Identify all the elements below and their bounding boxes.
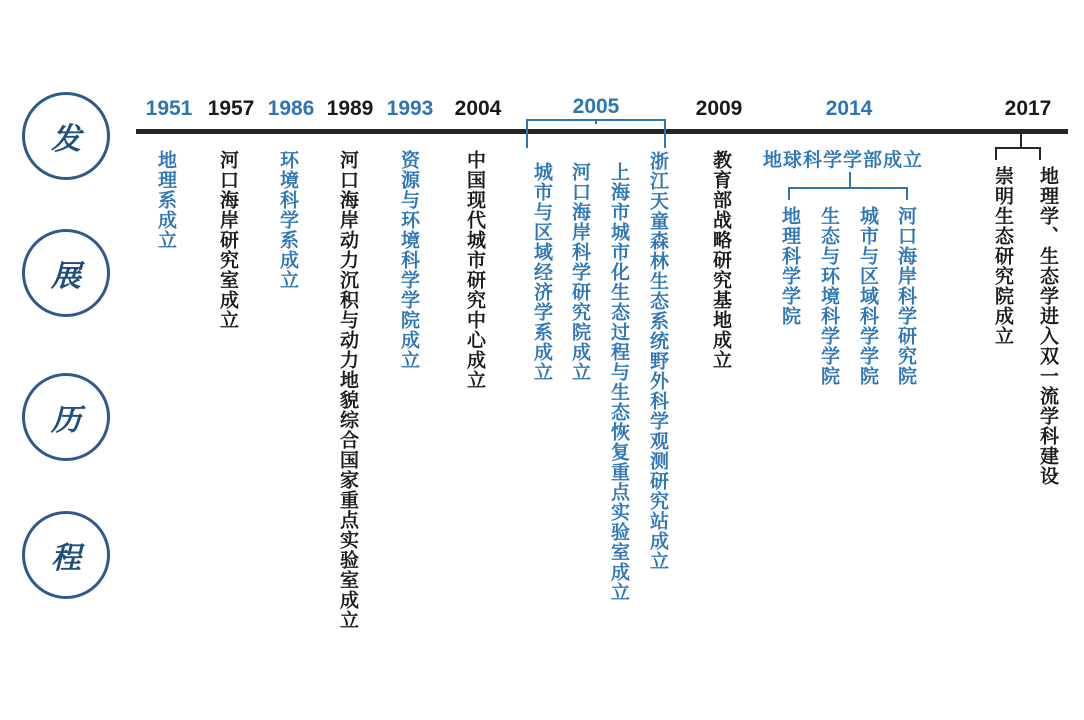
year-1986: 1986 <box>267 97 315 120</box>
event-2014-heading: 地球科学学部成立 <box>763 149 924 171</box>
year-1993: 1993 <box>386 97 434 120</box>
event-2005-item-4: 浙江天童森林生态系统野外科学观测研究站成立 <box>647 151 669 571</box>
year-1957: 1957 <box>207 97 255 120</box>
event-2005-item-2: 河口海岸科学研究院成立 <box>569 162 591 382</box>
year-2014: 2014 <box>825 97 873 120</box>
timeline-axis <box>136 129 1068 134</box>
event-2014-item-2: 生态与环境科学学院 <box>818 206 840 386</box>
year-2009: 2009 <box>695 97 743 120</box>
bracket-2005 <box>527 120 665 148</box>
event-2005-item-3: 上海市城市化生态过程与生态恢复重点实验室成立 <box>608 162 630 602</box>
event-1989-text: 河口海岸动力沉积与动力地貌综合国家重点实验室成立 <box>337 150 359 630</box>
year-1989: 1989 <box>326 97 374 120</box>
event-2014-item-1: 地理科学学院 <box>779 206 801 326</box>
event-2017-item-1: 崇明生态研究院成立 <box>992 166 1014 346</box>
event-1993-text: 资源与环境科学学院成立 <box>398 150 420 370</box>
event-1951-text: 地理系成立 <box>155 150 177 250</box>
event-2014-item-4: 河口海岸科学研究院 <box>895 206 917 386</box>
event-1957-text: 河口海岸研究室成立 <box>217 150 239 330</box>
event-2005-item-1: 城市与区域经济学系成立 <box>531 162 553 382</box>
side-label-zhan: 展 <box>22 229 110 317</box>
side-label-fa: 发 <box>22 92 110 180</box>
side-label-cheng: 程 <box>22 511 110 599</box>
year-2017: 2017 <box>1004 97 1052 120</box>
year-1951: 1951 <box>145 97 193 120</box>
event-2004-text: 中国现代城市研究中心成立 <box>464 150 486 390</box>
year-2004: 2004 <box>454 97 502 120</box>
bracket-2017 <box>996 134 1040 160</box>
bracket-2014 <box>789 172 907 200</box>
event-2009-text: 教育部战略研究基地成立 <box>710 150 732 370</box>
event-2014-item-3: 城市与区域科学学院 <box>857 206 879 386</box>
event-2017-item-2: 地理学、生态学进入双一流学科建设 <box>1037 166 1059 486</box>
side-label-li: 历 <box>22 373 110 461</box>
event-1986-text: 环境科学系成立 <box>277 150 299 290</box>
year-2005: 2005 <box>572 95 620 118</box>
